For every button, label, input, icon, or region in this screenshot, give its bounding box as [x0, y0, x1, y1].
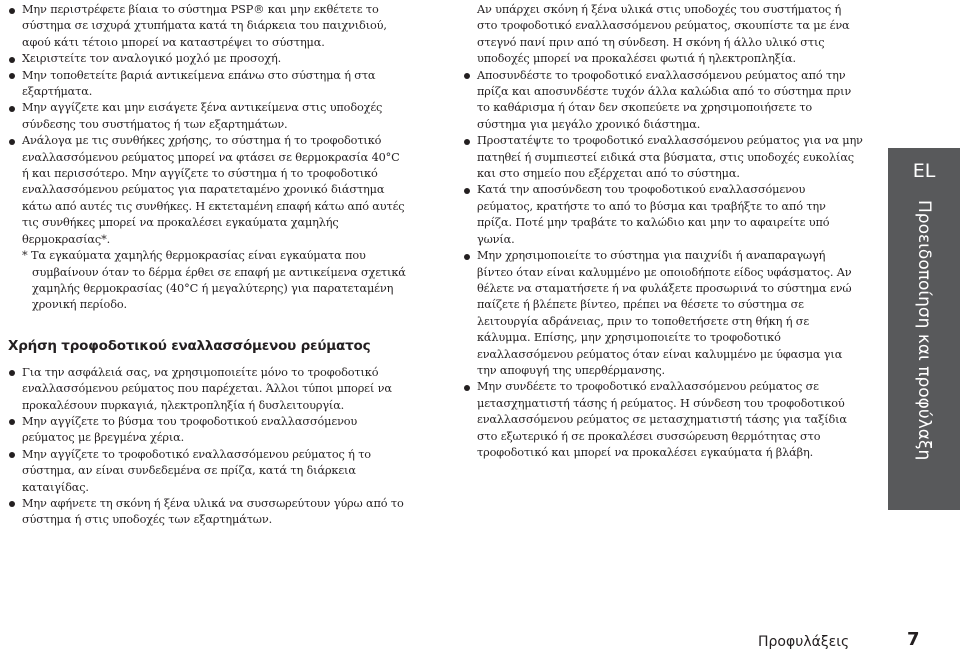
list-item: Ανάλογα με τις συνθήκες χρήσης, το σύστημα ή το τροφοδοτικό εναλλασσόμενου ρεύματος μπορεί να φτάσει σε θερμοκρασία 40°C ή και περισσότερο. Μην αγγίζετε το σύστημα ή το τροφοδοτικό εναλλασσόμενου ρεύματος για παρατεταμένο χρονικό διάστημα κάτω από αυτές τις συνθήκες. Η εκτεταμένη επαφή κάτω από αυτές τις συνθήκες μπορεί να προκαλέσει εγκαύματα χαμηλής θερμοκρασίας*. — [8, 133, 408, 248]
list-item: Μην χρησιμοποιείτε το σύστημα για παιχνίδι ή αναπαραγωγή βίντεο όταν είναι καλυμμένο με οποιοδήποτε είδος υφάσματος. Αν θέλετε να σταματήσετε ή να φυλάξετε προσωρινά το σύστημα ενώ παίζετε ή βλέπετε βίντεο, πρέπει να θέσετε το σύστημα σε λειτουργία αδράνειας, πριν το τοποθετήσετε στη θήκη ή σε κάλυμμα. Επίσης, μην χρησιμοποιείτε το τροφοδοτικό εναλλασσόμενου ρεύματος όταν είναι καλυμμένο με ύφασμα για την αποφυγή της υπερθέρμανσης. — [463, 248, 863, 379]
bullet-list-bottom — [8, 365, 408, 529]
left-column — [8, 2, 408, 529]
side-tab-section-title: Προειδοποίηση και προφύλαξη — [914, 200, 934, 461]
list-item: Μην αγγίζετε και μην εισάγετε ξένα αντικείμενα στις υποδοχές σύνδεσης του συστήματος ή των εξαρτημάτων. — [8, 100, 408, 133]
page-number: 7 — [907, 629, 920, 650]
bullet-list-top — [8, 2, 408, 248]
list-item: Μην τοποθετείτε βαριά αντικείμενα επάνω στο σύστημα ή στα εξαρτήματα. — [8, 68, 408, 101]
list-item: Αποσυνδέστε το τροφοδοτικό εναλλασσόμενου ρεύματος από την πρίζα και αποσυνδέστε τυχόν άλλα καλώδια από το σύστημα πριν το καθάρισμα ή όταν δεν σκοπεύετε να χρησιμοποιήσετε το σύστημα για μεγάλο χρονικό διάστημα. — [463, 68, 863, 134]
list-item: Μην περιστρέφετε βίαια το σύστημα PSP® και μην εκθέτετε το σύστημα σε ισχυρά χτυπήματα κατά τη διάρκεια του παιχνιδιού, αφού κάτι τέτοιο μπορεί να καταστρέψει το σύστημα. — [8, 2, 408, 51]
section-side-tab — [888, 148, 960, 510]
list-item: Μην αγγίζετε το τροφοδοτικό εναλλασσόμενου ρεύματος ή το σύστημα, αν είναι συνδεδεμένα σε πρίζα, κατά τη διάρκεια καταιγίδας. — [8, 447, 408, 496]
right-column — [463, 2, 863, 461]
language-code: EL — [912, 160, 936, 182]
list-item: Κατά την αποσύνδεση του τροφοδοτικού εναλλασσόμενου ρεύματος, κρατήστε το από το βύσμα και τραβήξτε το από την πρίζα. Ποτέ μην τραβάτε το καλώδιο και μην το αφαιρείτε υπό γωνία. — [463, 182, 863, 248]
list-item: Για την ασφάλειά σας, να χρησιμοποιείτε μόνο το τροφοδοτικό εναλλασσόμενου ρεύματος που παρέχεται. Άλλοι τύποι μπορεί να προκαλέσουν πυρκαγιά, ηλεκτροπληξία ή δυσλειτουργία. — [8, 365, 408, 414]
list-item: Προστατέψτε το τροφοδοτικό εναλλασσόμενου ρεύματος για να μην πατηθεί ή συμπιεστεί ειδικά στα βύσματα, στις υποδοχές ευκολίας και στο σημείο που εξέρχεται από το σύστημα. — [463, 133, 863, 182]
continuation-text: Αν υπάρχει σκόνη ή ξένα υλικά στις υποδοχές του συστήματος ή στο τροφοδοτικό εναλλασσόμενου ρεύματος, σκουπίστε τα με ένα στεγνό πανί πριν από τη σύνδεση. Η σκόνη ή άλλο υλικό στις υποδοχές μπορεί να προκαλέσει φωτιά ή ηλεκτροπληξία. — [477, 3, 850, 66]
list-item: Μην συνδέετε το τροφοδοτικό εναλλασσόμενου ρεύματος σε μετασχηματιστή τάσης ή ρεύματος. Η σύνδεση του τροφοδοτικού εναλλασσόμενου ρεύματος σε μετασχηματιστή τάσης για ταξίδια στο εξωτερικό ή σε προκαλέσει συσσώρευση θερμότητας στο τροφοδοτικό και μπορεί να προκαλέσει εγκαύματα ή βλάβη. — [463, 379, 863, 461]
footer-section-label: Προφυλάξεις — [758, 634, 850, 650]
footnote: * Τα εγκαύματα χαμηλής θερμοκρασίας είναι εγκαύματα που συμβαίνουν όταν το δέρμα έρθει σε επαφή με αντικείμενα σχετικά χαμηλής θερμοκρασίας (40°C ή μεγαλύτερης) για παρατεταμένη χρονική περίοδο. — [22, 249, 406, 312]
bullet-list-right — [463, 68, 863, 462]
section-title: Χρήση τροφοδοτικού εναλλασσόμενου ρεύματος — [8, 337, 371, 354]
list-item: Χειριστείτε τον αναλογικό μοχλό με προσοχή. — [8, 51, 408, 67]
list-item: Μην αφήνετε τη σκόνη ή ξένα υλικά να συσσωρεύτουν γύρω από το σύστημα ή στις υποδοχές των εξαρτημάτων. — [8, 496, 408, 529]
list-item: Μην αγγίζετε το βύσμα του τροφοδοτικού εναλλασσόμενου ρεύματος με βρεγμένα χέρια. — [8, 414, 408, 447]
